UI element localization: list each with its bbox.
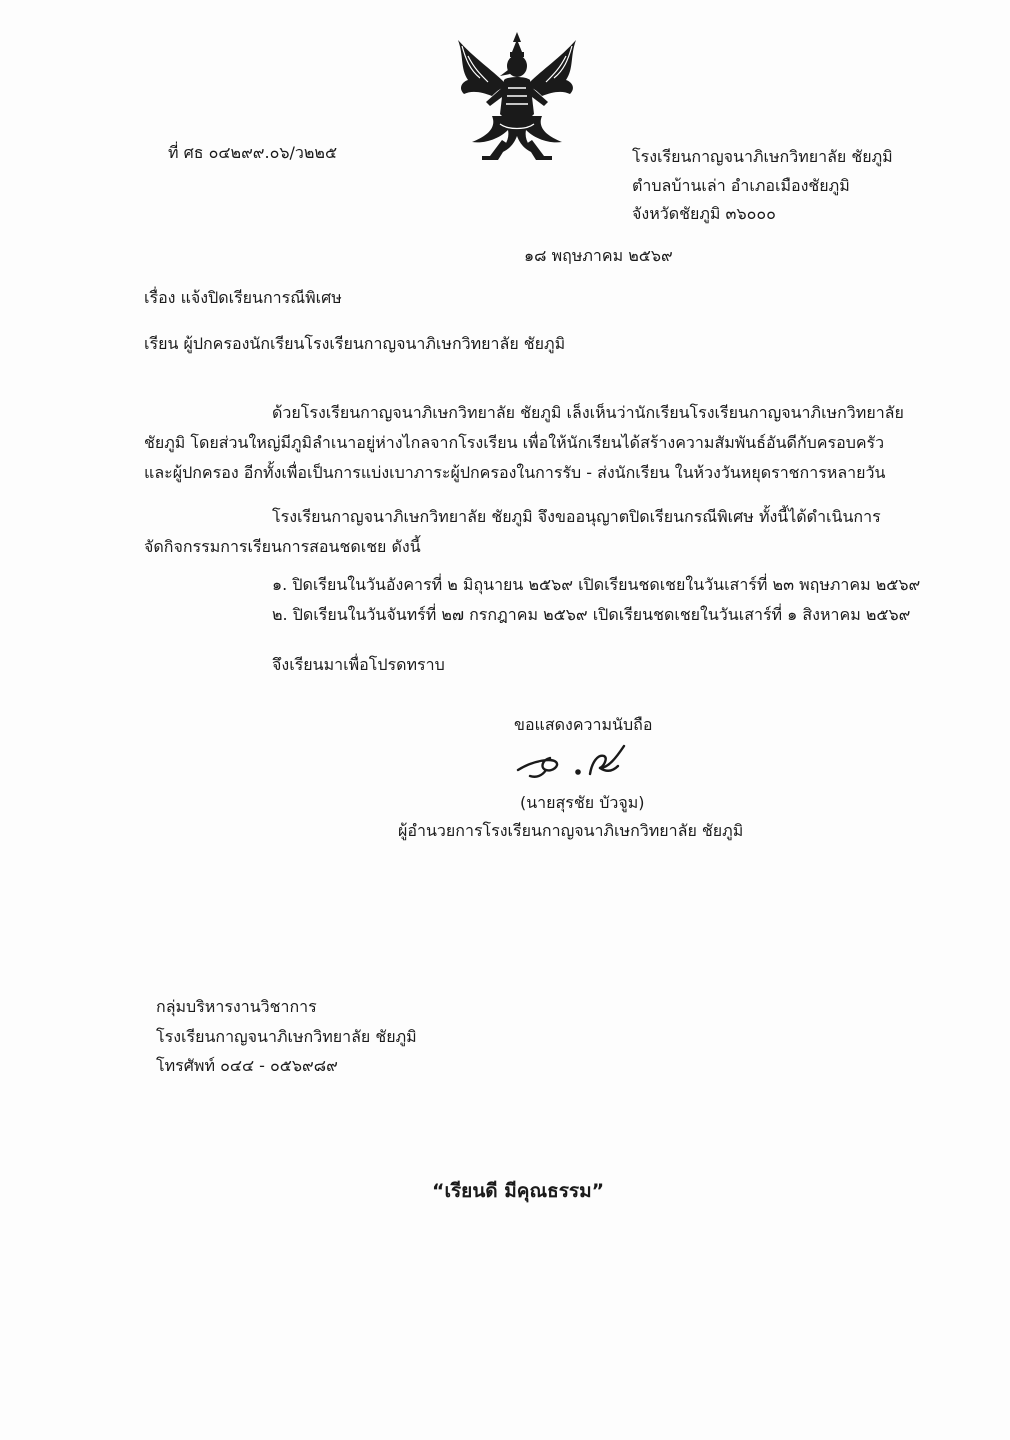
list-item: ๑. ปิดเรียนในวันอังคารที่ ๒ มิถุนายน ๒๕๖๙ เปิดเรียนชดเชยในวันเสาร์ที่ ๒๓ พฤษภาคม ๒๕๖๙ — [272, 575, 921, 594]
footer-phone: โทรศัพท์ ๐๔๔ - ๐๕๖๙๘๙ — [156, 1056, 338, 1075]
body-paragraph-2-line-1: โรงเรียนกาญจนาภิเษกวิทยาลัย ชัยภูมิ จึงขออนุญาตปิดเรียนกรณีพิเศษ ทั้งนี้ได้ดำเนินการ — [272, 507, 881, 526]
closing-phrase: ขอแสดงความนับถือ — [514, 715, 653, 734]
handwritten-signature — [512, 738, 632, 786]
sender-address-line-1: โรงเรียนกาญจนาภิเษกวิทยาลัย ชัยภูมิ — [632, 147, 893, 166]
sender-address-line-2: ตำบลบ้านเล่า อำเภอเมืองชัยภูมิ — [632, 176, 850, 195]
garuda-emblem-icon — [452, 30, 582, 162]
letter-subject: เรื่อง แจ้งปิดเรียนการณีพิเศษ — [144, 288, 342, 307]
sender-address-line-3: จังหวัดชัยภูมิ ๓๖๐๐๐ — [632, 204, 776, 223]
letter-recipient: เรียน ผู้ปกครองนักเรียนโรงเรียนกาญจนาภิเษกวิทยาลัย ชัยภูมิ — [144, 334, 566, 353]
school-slogan: “เรียนดี มีคุณธรรม” — [432, 1180, 605, 1202]
footer-school: โรงเรียนกาญจนาภิเษกวิทยาลัย ชัยภูมิ — [156, 1027, 417, 1046]
body-paragraph-2-line-2: จัดกิจกรรมการเรียนการสอนชดเชย ดังนี้ — [144, 537, 421, 556]
footer-department: กลุ่มบริหารงานวิชาการ — [156, 997, 317, 1016]
closing-request: จึงเรียนมาเพื่อโปรดทราบ — [272, 655, 445, 674]
body-paragraph-1-line-3: และผู้ปกครอง อีกทั้งเพื่อเป็นการแบ่งเบาภาระผู้ปกครองในการรับ - ส่งนักเรียน ในห้วงวันหยุดราชการหลายวัน — [144, 463, 886, 482]
list-item: ๒. ปิดเรียนในวันจันทร์ที่ ๒๗ กรกฎาคม ๒๕๖๙ เปิดเรียนชดเชยในวันเสาร์ที่ ๑ สิงหาคม ๒๕๖๙ — [272, 605, 911, 624]
signer-title: ผู้อำนวยการโรงเรียนกาญจนาภิเษกวิทยาลัย ชัยภูมิ — [398, 821, 744, 840]
body-paragraph-1-line-1: ด้วยโรงเรียนกาญจนาภิเษกวิทยาลัย ชัยภูมิ เล็งเห็นว่านักเรียนโรงเรียนกาญจนาภิเษกวิทยาลัย — [272, 403, 904, 422]
document-number: ที่ ศธ ๐๔๒๙๙.๐๖/ว๒๒๕ — [168, 143, 338, 162]
signer-name: (นายสุรชัย บัวจูม) — [520, 793, 645, 812]
letter-date: ๑๘ พฤษภาคม ๒๕๖๙ — [524, 246, 673, 265]
body-paragraph-1-line-2: ชัยภูมิ โดยส่วนใหญ่มีภูมิลำเนาอยู่ห่างไกลจากโรงเรียน เพื่อให้นักเรียนได้สร้างความสัมพันธ์อันดีกับครอบครัว — [144, 433, 885, 452]
